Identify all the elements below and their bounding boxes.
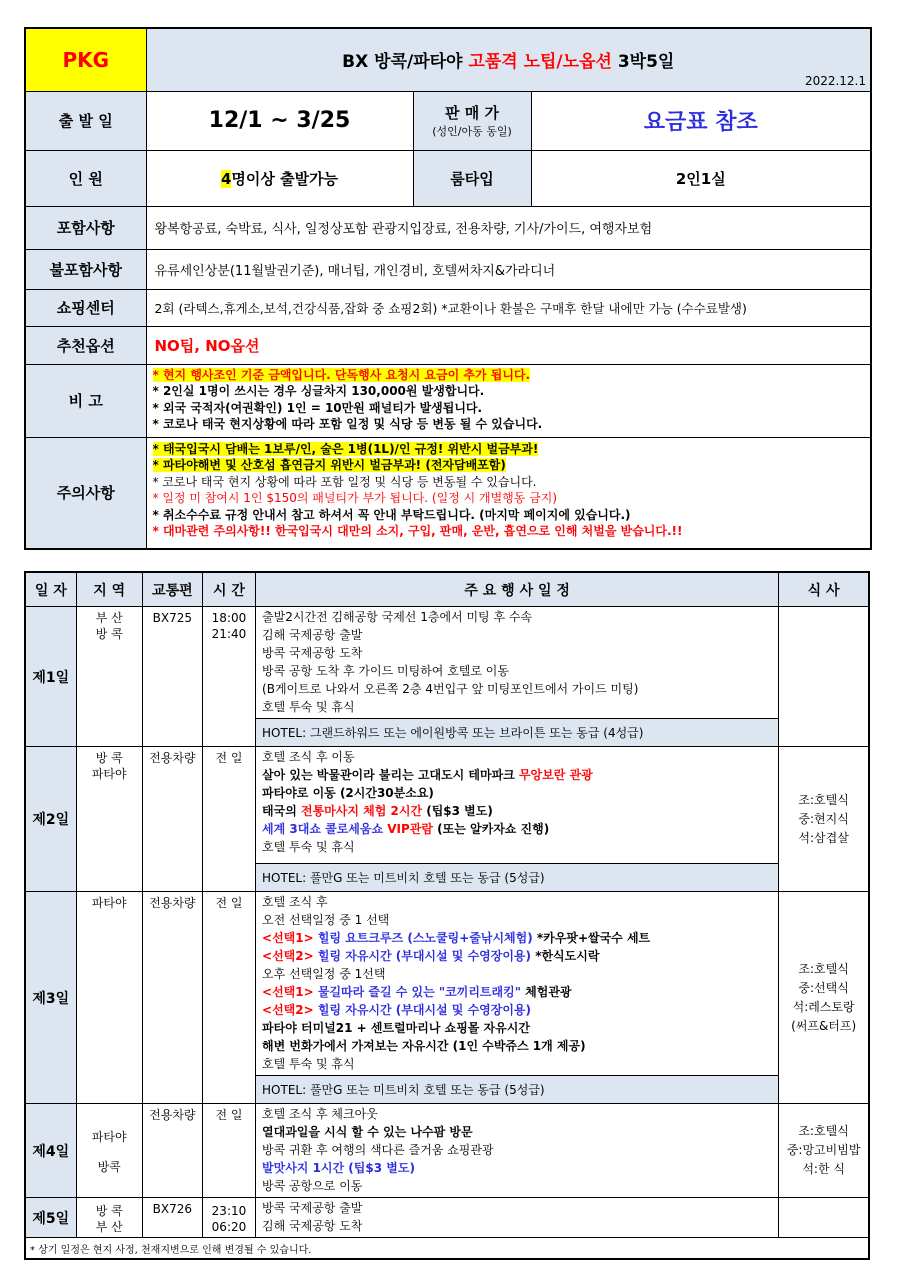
header-meals: 식 사 bbox=[779, 572, 869, 607]
day2-time: 전 일 bbox=[202, 747, 255, 892]
day5-region: 방 콕 부 산 bbox=[76, 1198, 142, 1238]
itinerary-table bbox=[24, 571, 870, 1260]
header-region: 지 역 bbox=[76, 572, 142, 607]
day1-label: 제1일 bbox=[25, 607, 76, 747]
included-label: 포함사항 bbox=[25, 206, 146, 249]
day5-row bbox=[25, 1198, 869, 1238]
price-label: 판 매 가 bbox=[445, 104, 499, 122]
itinerary-header-row bbox=[25, 572, 869, 607]
shopping-label: 쇼핑센터 bbox=[25, 289, 146, 326]
day2-region: 방 콕 파타야 bbox=[76, 747, 142, 892]
day3-time: 전 일 bbox=[202, 892, 255, 1104]
caution-line: * 코로나 태국 현지 상황에 따라 포함 일정 및 식당 등 변동될 수 있습니다. bbox=[152, 474, 537, 489]
itinerary-footnote: * 상기 일정은 현지 사정, 천재지변으로 인해 변경될 수 있습니다. bbox=[25, 1238, 869, 1260]
caution-line: * 취소수수료 규정 안내서 참고 하셔서 꼭 안내 부탁드립니다. (마지막 페이지에 있습니다.) bbox=[152, 507, 631, 522]
caution-line: * 일정 미 참여시 1인 $150의 패널티가 부가 됩니다. (일정 시 개별행동 금지) bbox=[152, 491, 558, 505]
day1-row bbox=[25, 607, 869, 719]
day1-hotel: HOTEL: 그랜드하워드 또는 에이원방콕 또는 브라이튼 또는 동급 (4성급) bbox=[256, 719, 779, 747]
day5-meals bbox=[779, 1198, 869, 1238]
price-sublabel: (성인/아동 동일) bbox=[432, 125, 512, 138]
shopping-value: 2회 (라텍스,휴게소,보석,건강식품,잡화 중 쇼핑2회) *교환이나 환불은 구매후 한달 내에만 가능 (수수료발생) bbox=[146, 289, 871, 326]
day4-schedule: 호텔 조식 후 체크아웃 열대과일을 시식 할 수 있는 나수팜 방문 방콕 귀환 후 여행의 색다른 즐거움 쇼핑관광 발맛사지 1시간 (팁$3 별도) 방콕 공항으로 이동 bbox=[256, 1104, 779, 1198]
caution-line: * 파타야해변 및 산호섬 흡연금지 위반시 벌금부과! (전자담배포함) bbox=[152, 458, 506, 472]
departure-label: 출 발 일 bbox=[25, 91, 146, 150]
remarks-label: 비 고 bbox=[25, 364, 146, 437]
day3-row bbox=[25, 892, 869, 1076]
day4-transport: 전용차량 bbox=[142, 1104, 202, 1198]
day5-times: 23:10 06:20 bbox=[202, 1198, 255, 1238]
excluded-value: 유류세인상분(11월발권기준), 매너팁, 개인경비, 호텔써차지&가라디너 bbox=[146, 249, 871, 289]
day4-meals: 조:호텔식 중:망고비빔밥 석:한 식 bbox=[779, 1104, 869, 1198]
product-title: BX 방콕/파타야 고품격 노팁/노옵션 3박5일 bbox=[342, 52, 675, 73]
day1-region: 부 산 방 콕 bbox=[76, 607, 142, 747]
options-value: NO팁, NO옵션 bbox=[146, 326, 871, 364]
day1-schedule: 출발2시간전 김해공항 국제선 1층에서 미팅 후 수속 김해 국제공항 출발 방콕 국제공항 도착 방콕 공항 도착 후 가이드 미팅하여 호텔로 이동 (B게이트로 나와서 오른쪽 2층 4번입구 앞 미팅포인트에서 가이드 미팅) 호텔 투숙 및 휴식 bbox=[256, 607, 779, 719]
day2-transport: 전용차량 bbox=[142, 747, 202, 892]
day4-time: 전 일 bbox=[202, 1104, 255, 1198]
day4-label: 제4일 bbox=[25, 1104, 76, 1198]
options-label: 추천옵션 bbox=[25, 326, 146, 364]
day3-meals: 조:호텔식 중:선택식 석:레스토랑 (써프&터프) bbox=[779, 892, 869, 1104]
excluded-label: 불포함사항 bbox=[25, 249, 146, 289]
day2-row bbox=[25, 747, 869, 864]
remark-line: * 2인실 1명이 쓰시는 경우 싱글차지 130,000원 발생합니다. bbox=[152, 384, 485, 398]
day3-region: 파타야 bbox=[76, 892, 142, 1104]
day2-meals: 조:호텔식 중:현지식 석:삼겹살 bbox=[779, 747, 869, 892]
day3-label: 제3일 bbox=[25, 892, 76, 1104]
caution-line: * 태국입국시 담배는 1보루/인, 술은 1병(1L)/인 규정! 위반시 벌금부과! bbox=[152, 441, 539, 456]
caution-cell bbox=[146, 437, 871, 549]
day1-meals bbox=[779, 607, 869, 747]
day5-transport: BX726 bbox=[142, 1198, 202, 1238]
caution-label: 주의사항 bbox=[25, 437, 146, 549]
remark-line: * 코로나 태국 현지상황에 따라 포함 일정 및 식당 등 변동 될 수 있습니다. bbox=[152, 417, 543, 431]
departure-value: 12/1 ~ 3/25 bbox=[146, 91, 413, 150]
day2-hotel: HOTEL: 풀만G 또는 미트비치 호텔 또는 동급 (5성급) bbox=[256, 864, 779, 892]
day2-label: 제2일 bbox=[25, 747, 76, 892]
price-value: 요금표 참조 bbox=[531, 91, 871, 150]
people-value: 4명이상 출발가능 bbox=[146, 150, 413, 206]
product-title-cell bbox=[146, 28, 871, 91]
pkg-label: PKG bbox=[25, 28, 146, 91]
price-label-cell bbox=[413, 91, 531, 150]
day3-transport: 전용차량 bbox=[142, 892, 202, 1104]
header-day: 일 자 bbox=[25, 572, 76, 607]
remarks-cell bbox=[146, 364, 871, 437]
day3-schedule: 호텔 조식 후 오전 선택일정 중 1 선택 <선택1> 힐링 요트크루즈 (스노쿨링+줄낚시체험) *카우팟+쌀국수 세트 <선택2> 힐링 자유시간 (부대시설 및 수영장이용) *한식도시락 오후 선택일정 중 1선택 <선택1> 물길따라 즐길 수 있는 "코끼리트래킹" 체험관광 <선택2> 힐링 자유시간 (부대시설 및 수영장이용) 파타야 터미널21 + 센트럴마리나 쇼핑몰 자유시간 해변 번화가에서 가져보는 자유시간 (1인 수박쥬스 1개 제공) 호텔 투숙 및 휴식 bbox=[256, 892, 779, 1076]
header-time: 시 간 bbox=[202, 572, 255, 607]
remark-line: * 현지 행사조인 기준 금액입니다. 단독행사 요청시 요금이 추가 됩니다. bbox=[152, 367, 531, 382]
day4-region: 파타야 방콕 bbox=[76, 1104, 142, 1198]
day2-schedule: 호텔 조식 후 이동 살아 있는 박물관이라 불리는 고대도시 테마파크 무앙보란 관광 파타야로 이동 (2시간30분소요) 태국의 전통마사지 체험 2시간 (팁$3 별도) 세계 3대쇼 콜로세움쇼 VIP관람 (또는 알카자쇼 진행) 호텔 투숙 및 휴식 bbox=[256, 747, 779, 864]
room-label: 룸타입 bbox=[413, 150, 531, 206]
day5-label: 제5일 bbox=[25, 1198, 76, 1238]
day4-row bbox=[25, 1104, 869, 1198]
document-date: 2022.12.1 bbox=[804, 73, 867, 88]
caution-line: * 대마관련 주의사항!! 한국입국시 대만의 소지, 구입, 판매, 운반, 흡연으로 인해 처벌을 받습니다.!! bbox=[152, 524, 683, 538]
header-schedule: 주 요 행 사 일 정 bbox=[256, 572, 779, 607]
remark-line: * 외국 국적자(여권확인) 1인 = 10만원 패널티가 발생됩니다. bbox=[152, 400, 483, 415]
day1-times: 18:00 21:40 bbox=[202, 607, 255, 747]
header-transport: 교통편 bbox=[142, 572, 202, 607]
day1-transport: BX725 bbox=[142, 607, 202, 747]
day5-schedule: 방콕 국제공항 출발 김해 국제공항 도착 bbox=[256, 1198, 779, 1238]
summary-table bbox=[24, 27, 872, 550]
people-label: 인 원 bbox=[25, 150, 146, 206]
included-value: 왕복항공료, 숙박료, 식사, 일정상포함 관광지입장료, 전용차량, 기사/가이드, 여행자보험 bbox=[146, 206, 871, 249]
day3-hotel: HOTEL: 풀만G 또는 미트비치 호텔 또는 동급 (5성급) bbox=[256, 1076, 779, 1104]
room-value: 2인1실 bbox=[531, 150, 871, 206]
